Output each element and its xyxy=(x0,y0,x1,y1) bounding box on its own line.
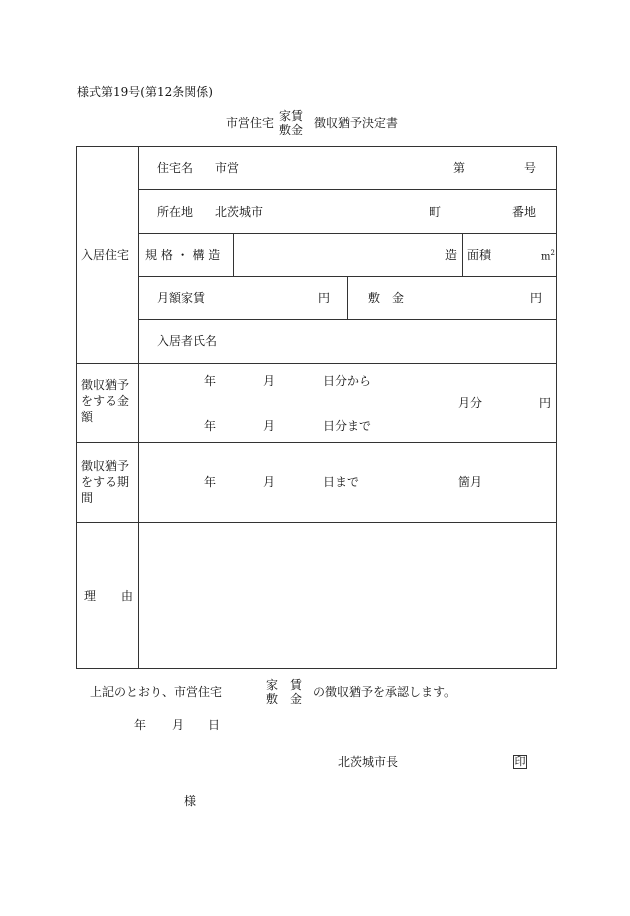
row-rule-1 xyxy=(138,189,557,190)
seal-mark: 印 xyxy=(514,755,526,768)
amount-yen: 円 xyxy=(539,396,552,410)
residence-heading: 入居住宅 xyxy=(81,248,130,262)
row-rule-4 xyxy=(138,319,557,320)
location-value: 北茨城市 xyxy=(215,205,264,219)
title-suffix: 徴収猶予決定書 xyxy=(314,116,399,130)
town-label: 町 xyxy=(429,205,442,219)
rent-unit: 円 xyxy=(318,291,331,305)
rent-deposit-divider xyxy=(347,276,348,319)
title-option-rent: 家賃 xyxy=(279,109,304,123)
amount-to-day: 日分まで xyxy=(323,419,372,433)
statement-option-stack xyxy=(266,678,302,706)
reason-heading-right: 由 xyxy=(121,589,134,603)
title-option-stack xyxy=(279,109,303,137)
form-table xyxy=(76,146,557,669)
deposit-unit: 円 xyxy=(530,291,543,305)
date-year: 年 xyxy=(134,718,147,732)
section-rule-1 xyxy=(76,363,557,364)
statement-prefix: 上記のとおり、市営住宅 xyxy=(90,685,223,699)
reason-heading-left: 理 xyxy=(84,589,97,603)
amount-from-year: 年 xyxy=(204,374,217,388)
period-heading xyxy=(81,458,129,506)
amount-heading-line-2: をする金 xyxy=(81,394,130,408)
period-heading-line-2: をする期 xyxy=(81,475,130,489)
section-rule-3 xyxy=(76,522,557,523)
amount-to-year: 年 xyxy=(204,419,217,433)
number-suffix: 号 xyxy=(524,161,537,175)
amount-heading-line-1: 徴収猶予 xyxy=(81,378,130,392)
row-rule-2 xyxy=(138,233,557,234)
title-prefix: 市営住宅 xyxy=(226,116,275,130)
area-divider xyxy=(462,233,463,276)
amount-heading xyxy=(81,377,129,425)
statement-option-rent: 家 賃 xyxy=(266,678,303,692)
deposit-label: 敷 金 xyxy=(368,291,405,305)
addressee-suffix: 様 xyxy=(184,794,197,808)
date-month: 月 xyxy=(172,718,185,732)
amount-to-month: 月 xyxy=(263,419,276,433)
area-unit-base: m xyxy=(541,251,551,263)
period-month: 月 xyxy=(263,475,276,489)
housing-name-label: 住宅名 xyxy=(157,161,194,175)
period-year: 年 xyxy=(204,475,217,489)
tenant-label: 入居者氏名 xyxy=(157,334,218,348)
form-number: 様式第19号(第12条関係) xyxy=(77,85,213,99)
date-day: 日 xyxy=(208,718,221,732)
structure-label: 規 格 ・ 構 造 xyxy=(145,248,221,262)
period-heading-line-3: 間 xyxy=(81,491,94,505)
period-months-count: 箇月 xyxy=(458,475,483,489)
housing-name-value: 市営 xyxy=(215,161,240,175)
amount-month-portion: 月分 xyxy=(458,396,483,410)
heading-column-divider xyxy=(138,146,139,669)
statement-option-deposit: 敷 金 xyxy=(266,692,303,706)
rent-label: 月額家賃 xyxy=(157,291,206,305)
issuer: 北茨城市長 xyxy=(338,755,399,769)
amount-from-day: 日分から xyxy=(323,374,372,388)
period-heading-line-1: 徴収猶予 xyxy=(81,459,130,473)
area-unit-exponent: 2 xyxy=(550,249,555,257)
period-until: 日まで xyxy=(323,475,360,489)
amount-heading-line-3: 額 xyxy=(81,410,94,424)
area-unit xyxy=(541,250,555,262)
location-label: 所在地 xyxy=(157,205,194,219)
section-rule-2 xyxy=(76,442,557,443)
statement-suffix: の徴収猶予を承認します。 xyxy=(313,685,457,699)
number-prefix: 第 xyxy=(453,161,466,175)
lot-label: 番地 xyxy=(512,205,537,219)
structure-suffix: 造 xyxy=(445,248,458,262)
area-label: 面積 xyxy=(467,248,492,262)
amount-from-month: 月 xyxy=(263,374,276,388)
title-option-deposit: 敷金 xyxy=(279,123,304,137)
structure-divider xyxy=(233,233,234,276)
